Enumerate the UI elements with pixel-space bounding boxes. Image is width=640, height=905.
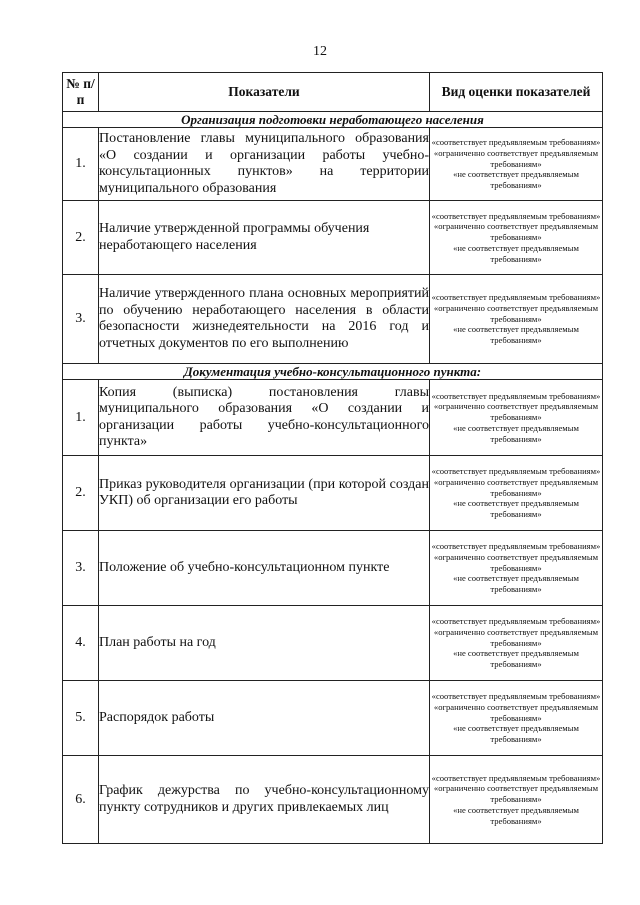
indicator-text: Постановление главы муниципального образования «О создании и организации работы учебно-консультационных пунктов» на территории муниципального образования — [99, 128, 430, 201]
row-number: 4. — [63, 606, 99, 681]
rating-none: «не соответствует предъявляемым требованиям» — [453, 573, 579, 595]
rating-none: «не соответствует предъявляемым требованиям» — [453, 242, 579, 264]
rating-full: «соответствует предъявляемым требованиям» — [431, 691, 601, 702]
section-row — [63, 364, 603, 380]
rating-none: «не соответствует предъявляемым требованиям» — [453, 723, 579, 745]
section-row — [63, 112, 603, 128]
rating-full: «соответствует предъявляемым требованиям» — [431, 772, 601, 783]
table-row — [63, 380, 603, 456]
table-row — [63, 606, 603, 681]
header-indicator: Показатели — [99, 73, 430, 112]
row-number: 1. — [63, 380, 99, 456]
rating-limited: «ограниченно соответствует предъявляемым требованиям» — [433, 701, 599, 723]
row-number: 3. — [63, 275, 99, 364]
rating-limited: «ограниченно соответствует предъявляемым требованиям» — [433, 626, 599, 648]
row-number: 5. — [63, 681, 99, 756]
table-row — [63, 756, 603, 844]
rating-limited: «ограниченно соответствует предъявляемым требованиям» — [433, 302, 599, 324]
header-num: № п/п — [63, 73, 99, 112]
header-row — [63, 73, 603, 112]
rating-limited: «ограниченно соответствует предъявляемым требованиям» — [433, 476, 599, 498]
row-number: 6. — [63, 756, 99, 844]
row-number: 1. — [63, 128, 99, 201]
rating-none: «не соответствует предъявляемым требованиям» — [453, 804, 579, 826]
rating-options — [430, 681, 603, 756]
table-row — [63, 275, 603, 364]
rating-none: «не соответствует предъявляемым требованиям» — [453, 498, 579, 520]
rating-full: «соответствует предъявляемым требованиям» — [431, 137, 601, 148]
indicator-text: Наличие утвержденной программы обучения неработающего населения — [99, 201, 430, 275]
rating-options — [430, 756, 603, 844]
table-row — [63, 128, 603, 201]
rating-limited: «ограниченно соответствует предъявляемым требованиям» — [433, 147, 599, 169]
page-number: 12 — [313, 44, 327, 59]
rating-none: «не соответствует предъявляемым требованиям» — [453, 422, 579, 444]
rating-options — [430, 275, 603, 364]
assessment-table — [62, 72, 603, 844]
rating-options — [430, 456, 603, 531]
row-number: 2. — [63, 201, 99, 275]
section-title: Организация подготовки неработающего населения — [63, 112, 603, 128]
rating-none: «не соответствует предъявляемым требованиям» — [453, 648, 579, 670]
rating-full: «соответствует предъявляемым требованиям» — [431, 292, 601, 303]
indicator-text: Положение об учебно-консультационном пункте — [99, 531, 430, 606]
rating-options — [430, 128, 603, 201]
rating-options — [430, 531, 603, 606]
indicator-text: Приказ руководителя организации (при которой создан УКП) об организации его работы — [99, 456, 430, 531]
row-number: 3. — [63, 531, 99, 606]
table-row — [63, 681, 603, 756]
rating-limited: «ограниченно соответствует предъявляемым требованиям» — [433, 783, 599, 805]
rating-full: «соответствует предъявляемым требованиям» — [431, 210, 601, 221]
rating-none: «не соответствует предъявляемым требованиям» — [453, 169, 579, 191]
section-title: Документация учебно-консультационного пункта: — [63, 364, 603, 380]
indicator-text: План работы на год — [99, 606, 430, 681]
table-row — [63, 201, 603, 275]
rating-options — [430, 606, 603, 681]
indicator-text: Распорядок работы — [99, 681, 430, 756]
rating-limited: «ограниченно соответствует предъявляемым требованиям» — [433, 221, 599, 243]
rating-limited: «ограниченно соответствует предъявляемым требованиям» — [433, 401, 599, 423]
row-number: 2. — [63, 456, 99, 531]
rating-full: «соответствует предъявляемым требованиям» — [431, 541, 601, 552]
table-row — [63, 456, 603, 531]
indicator-text: Копия (выписка) постановления главы муниципального образования «О создании и организации работы учебно-консультационного пункта» — [99, 380, 430, 456]
indicator-text: Наличие утвержденного плана основных мероприятий по обучению неработающего населения в области безопасности жизнедеятельности на 2016 год и отчетных документов по его выполнению — [99, 275, 430, 364]
rating-limited: «ограниченно соответствует предъявляемым требованиям» — [433, 551, 599, 573]
table-row — [63, 531, 603, 606]
indicator-text: График дежурства по учебно-консультационному пункту сотрудников и других привлекаемых лиц — [99, 756, 430, 844]
rating-full: «соответствует предъявляемым требованиям» — [431, 616, 601, 627]
rating-options — [430, 201, 603, 275]
rating-options — [430, 380, 603, 456]
rating-full: «соответствует предъявляемым требованиям» — [431, 466, 601, 477]
rating-none: «не соответствует предъявляемым требованиям» — [453, 324, 579, 346]
header-rating: Вид оценки показателей — [430, 73, 603, 112]
rating-full: «соответствует предъявляемым требованиям» — [431, 390, 601, 401]
